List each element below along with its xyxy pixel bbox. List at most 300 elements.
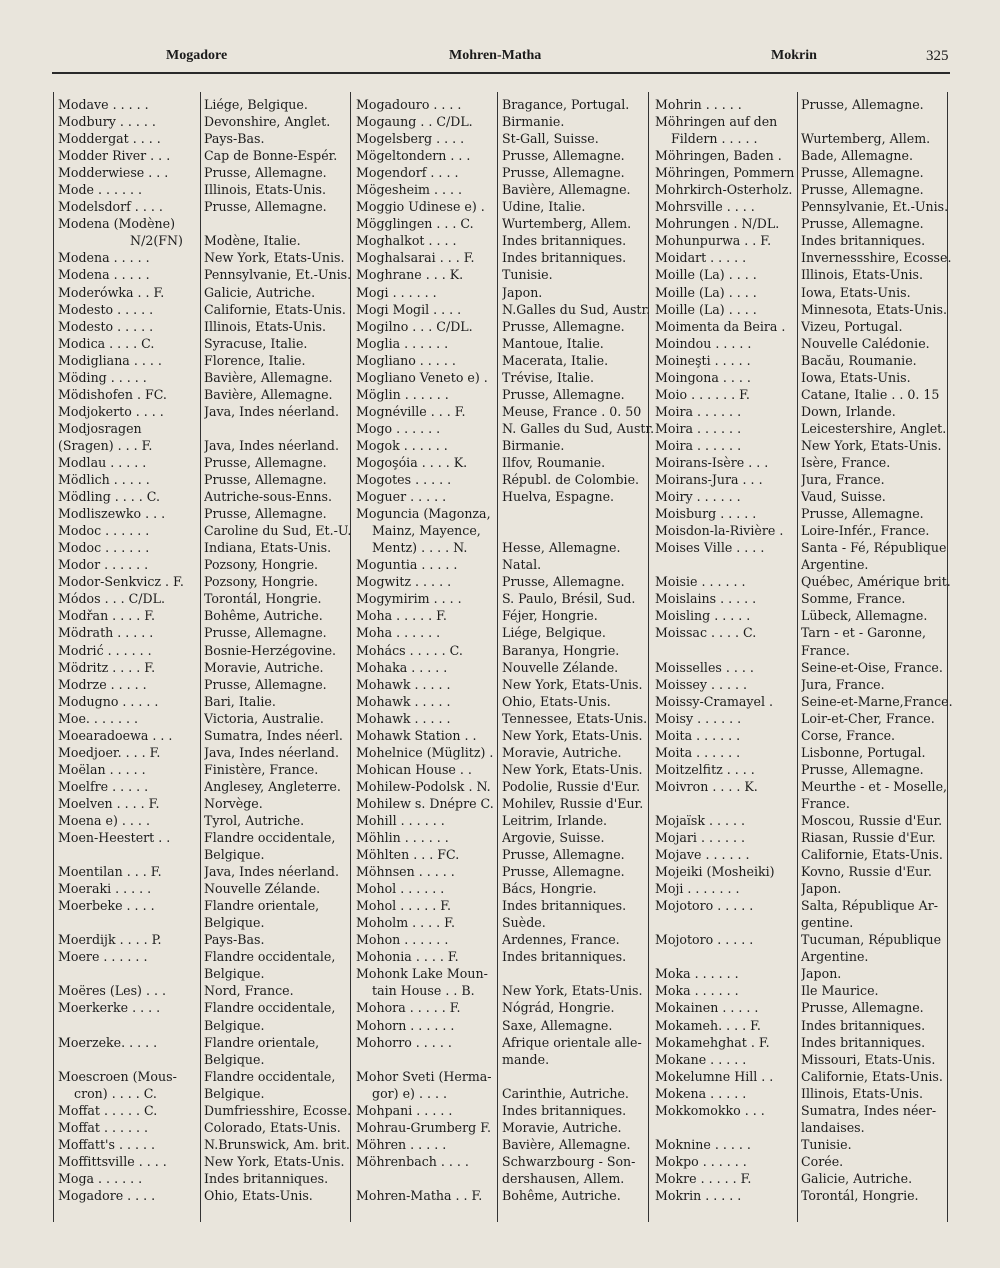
header-right: Mokrin [771, 48, 817, 63]
place-location: Prusse, Allemagne. [801, 1000, 924, 1016]
gazetteer-entry [356, 642, 656, 659]
place-location: Ohio, Etats-Unis. [204, 1188, 313, 1203]
place-location: Wurtemberg, Allem. [502, 216, 632, 232]
place-name: Modesto . . . . . [58, 318, 154, 334]
gazetteer-entry [356, 420, 656, 437]
gazetteer-entry [655, 573, 955, 590]
gazetteer-entry [58, 505, 358, 522]
place-name: Moena e) . . . . [58, 812, 150, 828]
place-location: Galicie, Autriche. [204, 284, 316, 300]
place-location: Kovno, Russie d'Eur. [801, 864, 932, 880]
place-name: Moidart . . . . . [655, 250, 747, 266]
place-location: Japon. [801, 881, 842, 897]
gazetteer-entry [356, 812, 656, 829]
gazetteer-entry [655, 829, 955, 846]
place-location: New York, Etats-Unis. [502, 761, 643, 777]
gazetteer-entry [655, 1068, 955, 1085]
place-location: Florence, Italie. [204, 352, 306, 368]
place-location: Somme, France. [801, 591, 906, 607]
place-name: Modigliana . . . . [58, 352, 162, 368]
place-location: Prusse, Allemagne. [801, 506, 924, 522]
place-location: Belgique. [204, 915, 265, 931]
gazetteer-entry [655, 301, 955, 318]
gazetteer-entry [655, 130, 955, 147]
gazetteer-entry [655, 232, 955, 249]
place-location: Prusse, Allemagne. [502, 864, 625, 880]
place-location: dershausen, Allem. [502, 1170, 625, 1186]
gazetteer-entry [58, 795, 358, 812]
place-name: Moerdijk . . . . P. [58, 932, 162, 948]
place-name: Moissac . . . . C. [655, 625, 757, 641]
place-location: Afrique orientale alle- [502, 1034, 642, 1050]
gazetteer-entry [58, 744, 358, 761]
place-name: Modave . . . . . [58, 97, 149, 112]
place-location: Indes britanniques. [502, 949, 627, 965]
place-name: Moirans-Jura . . . [655, 472, 763, 488]
header-center: Mohren-Matha [449, 48, 542, 63]
place-name: Mokpo . . . . . . [655, 1153, 747, 1169]
place-name: Mohilew-Podolsk . N. [356, 778, 491, 794]
gazetteer-entry [356, 965, 656, 982]
place-location: S. Paulo, Brésil, Sud. [502, 591, 636, 607]
place-location: Autriche-sous-Enns. [204, 489, 332, 505]
gazetteer-entry [58, 488, 358, 505]
place-location: Bavière, Allemagne. [204, 369, 333, 385]
gazetteer-entry [356, 147, 656, 164]
place-name: Mödlich . . . . . [58, 472, 150, 488]
gazetteer-entry [58, 590, 358, 607]
place-location: Indes britanniques. [502, 233, 627, 249]
place-name: Mohol . . . . . F. [356, 898, 452, 914]
place-name: Moisie . . . . . . [655, 574, 746, 590]
gazetteer-entry [655, 846, 955, 863]
place-location: Seine-et-Marne,France. [801, 693, 953, 709]
place-name: Möglin . . . . . . [356, 386, 449, 402]
gazetteer-entry [655, 96, 955, 113]
place-location: gentine. [801, 915, 854, 931]
page-number: 325 [926, 48, 949, 64]
place-location: Pennsylvanie, Et.-Unis. [801, 199, 949, 215]
gazetteer-entry [655, 1119, 955, 1136]
place-location: Bács, Hongrie. [502, 881, 597, 897]
place-location: Pays-Bas. [204, 932, 265, 948]
place-name: Mokainen . . . . . [655, 1000, 759, 1016]
gazetteer-entry [58, 454, 358, 471]
gazetteer-entry [356, 1153, 656, 1170]
place-location: Jura, France. [801, 676, 885, 692]
gazetteer-entry [655, 181, 955, 198]
place-name: Moira . . . . . . [655, 403, 742, 419]
gazetteer-entry [356, 829, 656, 846]
gazetteer-entry [58, 778, 358, 795]
place-name: Moisdon-la-Rivière . [655, 523, 784, 539]
place-location: Prusse, Allemagne. [502, 318, 625, 334]
gazetteer-entry [655, 539, 955, 556]
gazetteer-entry [356, 693, 656, 710]
gazetteer-entry [58, 420, 358, 437]
place-location: Indes britanniques. [502, 1102, 627, 1118]
header-rule [52, 72, 950, 74]
place-name: Moio . . . . . . F. [655, 386, 750, 402]
running-header [0, 48, 1000, 68]
place-name: Mogoşóia . . . . K. [356, 454, 468, 470]
gazetteer-column-3 [655, 96, 955, 1204]
place-name: Mojeiki (Mosheiki) [655, 864, 775, 880]
place-name: Mohrkirch-Osterholz. [655, 182, 793, 198]
place-name: Moffatt's . . . . . [58, 1136, 156, 1152]
place-name: Mentz) . . . . N. [356, 540, 468, 556]
place-location: landaises. [801, 1119, 865, 1135]
gazetteer-entry [58, 539, 358, 556]
gazetteer-entry [58, 198, 358, 215]
gazetteer-entry [356, 1051, 656, 1068]
place-location: Belgique. [204, 847, 265, 863]
place-name: Mohonk Lake Moun- [356, 966, 488, 982]
place-name: Mokena . . . . . [655, 1085, 747, 1101]
place-name: Mogo . . . . . . [356, 420, 441, 436]
place-location: N.Galles du Sud, Austr. [502, 301, 651, 317]
place-name: Moglia . . . . . . [356, 335, 449, 351]
gazetteer-entry [356, 522, 656, 539]
place-location: Flandre occidentale, [204, 949, 336, 965]
gazetteer-entry [58, 96, 358, 113]
place-location: Moravie, Autriche. [502, 744, 622, 760]
place-location: Prusse, Allemagne. [801, 97, 924, 112]
gazetteer-entry [356, 232, 656, 249]
place-location: New York, Etats-Unis. [502, 983, 643, 999]
place-location: New York, Etats-Unis. [502, 676, 643, 692]
gazetteer-entry [58, 369, 358, 386]
gazetteer-entry [58, 164, 358, 181]
gazetteer-entry [58, 318, 358, 335]
place-name: Moita . . . . . . [655, 727, 741, 743]
gazetteer-entry [655, 335, 955, 352]
place-name: Moescroen (Mous- [58, 1068, 177, 1084]
place-name: Moen-Heestert . . [58, 830, 171, 846]
gazetteer-entry [356, 744, 656, 761]
gazetteer-entry [655, 727, 955, 744]
place-location: Suède. [502, 915, 546, 931]
place-location: Schwarzbourg - Son- [502, 1153, 636, 1169]
gazetteer-entry [356, 710, 656, 727]
gazetteer-entry [58, 880, 358, 897]
gazetteer-entry [58, 897, 358, 914]
gazetteer-entry [655, 607, 955, 624]
place-name: Mokrin . . . . . [655, 1188, 742, 1203]
place-name: Mognéville . . . F. [356, 403, 466, 419]
gazetteer-entry [356, 897, 656, 914]
place-name: Modoc . . . . . . [58, 523, 150, 539]
place-location: Nord, France. [204, 983, 294, 999]
place-location: Bade, Allemagne. [801, 148, 913, 164]
place-name: Mojari . . . . . . [655, 830, 745, 846]
place-location: Meurthe - et - Moselle, [801, 778, 948, 794]
place-location: Huelva, Espagne. [502, 489, 615, 505]
place-name: Moëres (Les) . . . [58, 983, 166, 999]
place-name: Mohawk Station . . [356, 727, 477, 743]
place-location: Prusse, Allemagne. [502, 386, 625, 402]
gazetteer-entry [655, 471, 955, 488]
place-name: Moghrane . . . K. [356, 267, 464, 283]
place-location: Argentine. [801, 557, 869, 573]
place-location: Colorado, Etats-Unis. [204, 1119, 341, 1135]
place-location: Corse, France. [801, 727, 896, 743]
gazetteer-entry [356, 301, 656, 318]
place-location: Illinois, Etats-Unis. [204, 318, 327, 334]
place-name: Mogelsberg . . . . [356, 131, 465, 147]
place-name: Mohaka . . . . . [356, 659, 448, 675]
place-name: Moita . . . . . . [655, 744, 741, 760]
gazetteer-entry [58, 1085, 358, 1102]
place-location: Lübeck, Allemagne. [801, 608, 928, 624]
place-name: Moisling . . . . . [655, 608, 751, 624]
place-location: Salta, République Ar- [801, 898, 938, 914]
place-name: Mohács . . . . . C. [356, 642, 463, 658]
gazetteer-entry [655, 659, 955, 676]
place-location: New York, Etats-Unis. [801, 437, 942, 453]
gazetteer-entry [356, 1170, 656, 1187]
gazetteer-entry [655, 318, 955, 335]
place-location: Prusse, Allemagne. [502, 574, 625, 590]
place-name: Moga . . . . . . [58, 1170, 143, 1186]
gazetteer-entry [58, 181, 358, 198]
place-name: Moineşti . . . . . [655, 352, 751, 368]
place-name: Moerbeke . . . . [58, 898, 155, 914]
gazetteer-entry [655, 403, 955, 420]
gazetteer-entry [356, 727, 656, 744]
place-location: Illinois, Etats-Unis. [801, 267, 924, 283]
gazetteer-entry [58, 624, 358, 641]
place-location: Nouvelle Zélande. [502, 659, 619, 675]
place-name: Modoc . . . . . . [58, 540, 150, 556]
place-name: Moille (La) . . . . [655, 284, 757, 300]
gazetteer-entry [58, 761, 358, 778]
place-location: Prusse, Allemagne. [502, 148, 625, 164]
gazetteer-entry [58, 266, 358, 283]
gazetteer-entry [655, 352, 955, 369]
gazetteer-entry [356, 335, 656, 352]
gazetteer-entry [655, 897, 955, 914]
gazetteer-entry [58, 522, 358, 539]
place-name: Mogadouro . . . . [356, 97, 462, 112]
place-location: Udine, Italie. [502, 199, 586, 215]
place-name: Mohon . . . . . . [356, 932, 449, 948]
place-name: Moffat . . . . . . [58, 1119, 149, 1135]
place-name: Moka . . . . . . [655, 983, 739, 999]
gazetteer-entry [356, 386, 656, 403]
gazetteer-entry [356, 624, 656, 641]
place-location: Torontál, Hongrie. [801, 1188, 919, 1203]
place-name: Módos . . . C/DL. [58, 591, 165, 607]
gazetteer-entry [58, 249, 358, 266]
place-name: Mohawk . . . . . [356, 710, 451, 726]
gazetteer-entry [58, 1187, 358, 1204]
place-name: Mokameh. . . . F. [655, 1017, 761, 1033]
place-location: Macerata, Italie. [502, 352, 609, 368]
place-name: Mokane . . . . . [655, 1051, 747, 1067]
place-name: Modjosragen [58, 420, 142, 436]
gazetteer-entry [655, 386, 955, 403]
place-name: Möhringen, Pommern [655, 165, 795, 181]
place-name: Moere . . . . . . [58, 949, 148, 965]
place-name: N/2(FN) [58, 233, 183, 249]
gazetteer-entry [655, 215, 955, 232]
place-name: gor) e) . . . . [356, 1085, 447, 1101]
place-location: Indes britanniques. [204, 1170, 329, 1186]
gazetteer-entry [58, 693, 358, 710]
gazetteer-entry [655, 1085, 955, 1102]
gazetteer-entry [58, 1068, 358, 1085]
gazetteer-entry [655, 147, 955, 164]
gazetteer-entry [655, 284, 955, 301]
gazetteer-entry [356, 846, 656, 863]
place-location: Natal. [502, 557, 542, 573]
place-name: Moisselles . . . . [655, 659, 754, 675]
place-name: Möhnsen . . . . . [356, 864, 455, 880]
gazetteer-entry [58, 710, 358, 727]
gazetteer-entry [356, 471, 656, 488]
place-name: Modjokerto . . . . [58, 403, 164, 419]
place-location: Devonshire, Anglet. [204, 114, 331, 130]
place-location: Féjer, Hongrie. [502, 608, 598, 624]
place-name: Modica . . . . C. [58, 335, 155, 351]
gazetteer-entry [58, 1153, 358, 1170]
place-location: Saxe, Allemagne. [502, 1017, 613, 1033]
place-location: New York, Etats-Unis. [204, 250, 345, 266]
place-location: Prusse, Allemagne. [801, 182, 924, 198]
place-location: Indes britanniques. [801, 1017, 926, 1033]
place-name: Moivron . . . . K. [655, 778, 758, 794]
place-name: Mögesheim . . . . [356, 182, 463, 198]
place-location: New York, Etats-Unis. [204, 1153, 345, 1169]
place-location: Hesse, Allemagne. [502, 540, 621, 556]
gazetteer-entry [58, 352, 358, 369]
place-location: Moscou, Russie d'Eur. [801, 812, 943, 828]
place-name: Moissey . . . . . [655, 676, 748, 692]
place-name: Modrze . . . . . [58, 676, 147, 692]
place-location: Bari, Italie. [204, 693, 276, 709]
place-name: Mohorro . . . . . [356, 1034, 452, 1050]
place-name: Moderówka . . F. [58, 284, 165, 300]
gazetteer-entry [58, 573, 358, 590]
place-location: Prusse, Allemagne. [502, 847, 625, 863]
place-location: Jura, France. [801, 472, 885, 488]
place-location: Liége, Belgique. [204, 97, 308, 112]
place-location: Seine-et-Oise, France. [801, 659, 943, 675]
place-name: Mogi . . . . . . [356, 284, 437, 300]
place-location: Baranya, Hongrie. [502, 642, 620, 658]
place-location: Illinois, Etats-Unis. [204, 182, 327, 198]
gazetteer-entry [655, 693, 955, 710]
gazetteer-entry [58, 727, 358, 744]
place-name: Mojotoro . . . . . [655, 898, 754, 914]
place-name: Möhrenbach . . . . [356, 1153, 469, 1169]
place-name: Modena . . . . . [58, 267, 150, 283]
place-name: Mohawk . . . . . [356, 676, 451, 692]
place-location: Modène, Italie. [204, 233, 301, 249]
gazetteer-entry [655, 164, 955, 181]
place-location: Syracuse, Italie. [204, 335, 308, 351]
place-location: Iowa, Etats-Unis. [801, 284, 911, 300]
place-location: Dumfriesshire, Ecosse. [204, 1102, 352, 1118]
place-name: Moearadoewa . . . [58, 727, 173, 743]
gazetteer-entry [356, 505, 656, 522]
place-location: Bohême, Autriche. [204, 608, 323, 624]
place-name: Moha . . . . . F. [356, 608, 447, 624]
place-name: Moedjoer. . . . F. [58, 744, 161, 760]
place-location: Leitrim, Irlande. [502, 812, 608, 828]
gazetteer-entry [58, 284, 358, 301]
place-location: Invernessshire, Ecosse. [801, 250, 952, 266]
gazetteer-entry [655, 778, 955, 795]
place-location: Pozsony, Hongrie. [204, 574, 319, 590]
gazetteer-entry [655, 505, 955, 522]
gazetteer-entry [655, 1136, 955, 1153]
gazetteer-entry [356, 1068, 656, 1085]
place-location: Galicie, Autriche. [801, 1170, 913, 1186]
gazetteer-entry [58, 846, 358, 863]
place-name: Mohrin . . . . . [655, 97, 742, 112]
gazetteer-entry [356, 437, 656, 454]
gazetteer-entry [356, 948, 656, 965]
gazetteer-entry [58, 642, 358, 659]
gazetteer-entry [356, 659, 656, 676]
gazetteer-entry [356, 249, 656, 266]
place-location: Java, Indes néerland. [204, 437, 340, 453]
place-location: Californie, Etats-Unis. [801, 847, 943, 863]
place-location: Trévise, Italie. [502, 369, 594, 385]
place-location: mande. [502, 1051, 550, 1067]
place-name: Moghalkot . . . . [356, 233, 457, 249]
gazetteer-entry [58, 215, 358, 232]
place-location: Flandre occidentale, [204, 1000, 336, 1016]
place-location: Java, Indes néerland. [204, 403, 340, 419]
place-name: Mohpani . . . . . [356, 1102, 453, 1118]
place-location: Torontál, Hongrie. [204, 591, 322, 607]
place-name: Modliszewko . . . [58, 506, 166, 522]
place-location: Flandre orientale, [204, 898, 320, 914]
gazetteer-entry [356, 1136, 656, 1153]
place-name: Moirans-Isère . . . [655, 454, 769, 470]
place-name: Moholm . . . . F. [356, 915, 455, 931]
gazetteer-entry [356, 1102, 656, 1119]
place-location: Indes britanniques. [801, 1034, 926, 1050]
gazetteer-entry [58, 113, 358, 130]
gazetteer-entry [655, 744, 955, 761]
gazetteer-entry [655, 369, 955, 386]
place-name: Moknine . . . . . [655, 1136, 751, 1152]
gazetteer-entry [58, 999, 358, 1016]
place-location: Prusse, Allemagne. [204, 676, 327, 692]
gazetteer-entry [655, 1170, 955, 1187]
place-name: Moka . . . . . . [655, 966, 739, 982]
gazetteer-entry [356, 1187, 656, 1204]
place-name: Moindou . . . . . [655, 335, 752, 351]
place-name: Mohican House . . [356, 761, 472, 777]
gazetteer-entry [58, 386, 358, 403]
gazetteer-entry [356, 318, 656, 335]
place-name: Modena . . . . . [58, 250, 150, 266]
place-location: Prusse, Allemagne. [204, 472, 327, 488]
place-name: Moimenta da Beira . [655, 318, 786, 334]
place-location: Birmanie. [502, 114, 565, 130]
place-location: Californie, Etats-Unis. [801, 1068, 943, 1084]
place-location: Isère, France. [801, 454, 891, 470]
gazetteer-entry [356, 863, 656, 880]
gazetteer-entry [356, 488, 656, 505]
place-name: Moille (La) . . . . [655, 267, 757, 283]
place-name: Moille (La) . . . . [655, 301, 757, 317]
